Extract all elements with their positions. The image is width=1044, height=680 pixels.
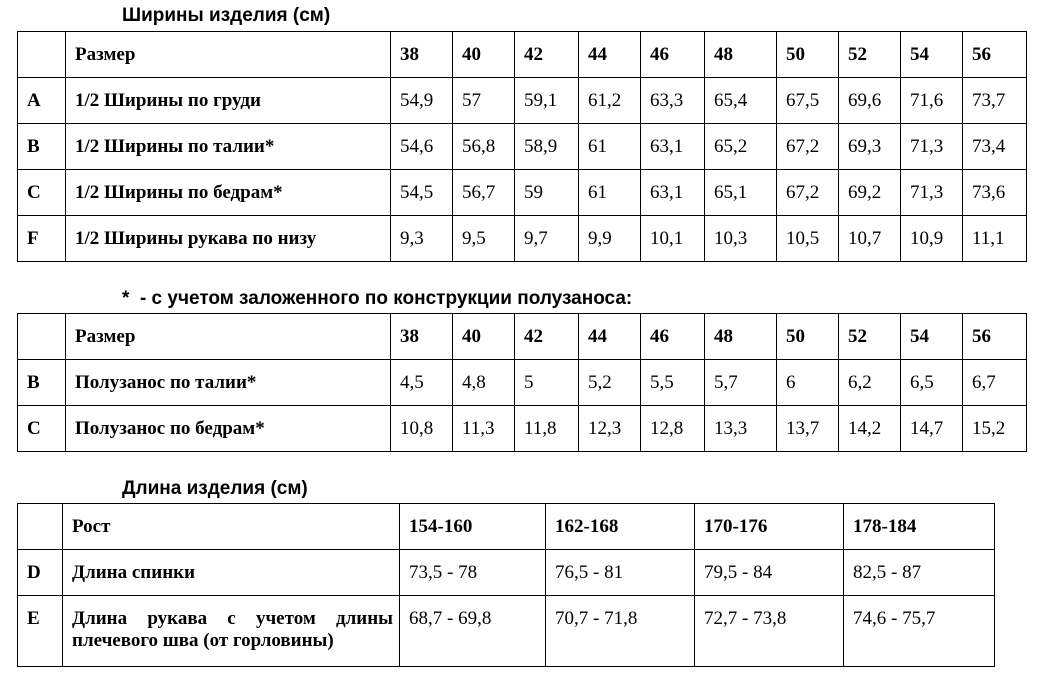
size-header: 44 bbox=[579, 314, 641, 360]
lengths-title: Длина изделия (см) bbox=[122, 478, 308, 499]
corner-cell bbox=[18, 314, 66, 360]
row-label: Полузанос по бедрам* bbox=[66, 406, 391, 452]
size-header: 50 bbox=[777, 314, 839, 360]
row-code: F bbox=[18, 216, 66, 262]
value-cell: 69,3 bbox=[839, 124, 901, 170]
value-cell: 73,4 bbox=[963, 124, 1027, 170]
value-cell: 12,3 bbox=[579, 406, 641, 452]
row-label: 1/2 Ширины по бедрам* bbox=[66, 170, 391, 216]
widths-title: Ширины изделия (см) bbox=[122, 5, 331, 26]
table-row bbox=[18, 360, 1027, 406]
value-cell: 63,3 bbox=[641, 78, 705, 124]
value-cell: 71,3 bbox=[901, 124, 963, 170]
value-cell: 10,9 bbox=[901, 216, 963, 262]
value-cell: 71,3 bbox=[901, 170, 963, 216]
value-cell: 6,7 bbox=[963, 360, 1027, 406]
lengths-header-row bbox=[18, 504, 995, 550]
row-code: D bbox=[18, 550, 63, 596]
value-cell: 11,3 bbox=[453, 406, 515, 452]
size-header: 42 bbox=[515, 32, 579, 78]
value-cell: 59,1 bbox=[515, 78, 579, 124]
table-row bbox=[18, 596, 995, 667]
size-header: 46 bbox=[641, 32, 705, 78]
value-cell: 68,7 - 69,8 bbox=[400, 596, 546, 667]
height-header: 170-176 bbox=[695, 504, 844, 550]
corner-cell bbox=[18, 32, 66, 78]
value-cell: 71,6 bbox=[901, 78, 963, 124]
size-header: 56 bbox=[963, 314, 1027, 360]
size-header: 50 bbox=[777, 32, 839, 78]
height-header-label: Рост bbox=[63, 504, 400, 550]
value-cell: 11,8 bbox=[515, 406, 579, 452]
value-cell: 67,2 bbox=[777, 124, 839, 170]
row-code: C bbox=[18, 170, 66, 216]
size-header-label: Размер bbox=[66, 32, 391, 78]
value-cell: 6 bbox=[777, 360, 839, 406]
row-code: C bbox=[18, 406, 66, 452]
size-header: 38 bbox=[391, 314, 453, 360]
value-cell: 14,7 bbox=[901, 406, 963, 452]
value-cell: 74,6 - 75,7 bbox=[844, 596, 995, 667]
value-cell: 5 bbox=[515, 360, 579, 406]
row-label: 1/2 Ширины рукава по низу bbox=[66, 216, 391, 262]
size-header-label: Размер bbox=[66, 314, 391, 360]
size-header: 52 bbox=[839, 314, 901, 360]
value-cell: 56,8 bbox=[453, 124, 515, 170]
value-cell: 4,5 bbox=[391, 360, 453, 406]
row-code: B bbox=[18, 124, 66, 170]
value-cell: 9,7 bbox=[515, 216, 579, 262]
height-header: 154-160 bbox=[400, 504, 546, 550]
value-cell: 13,3 bbox=[705, 406, 777, 452]
value-cell: 15,2 bbox=[963, 406, 1027, 452]
value-cell: 10,5 bbox=[777, 216, 839, 262]
value-cell: 61,2 bbox=[579, 78, 641, 124]
size-header: 48 bbox=[705, 32, 777, 78]
value-cell: 76,5 - 81 bbox=[546, 550, 695, 596]
size-header: 42 bbox=[515, 314, 579, 360]
value-cell: 57 bbox=[453, 78, 515, 124]
size-header: 46 bbox=[641, 314, 705, 360]
widths-header-row bbox=[18, 32, 1027, 78]
value-cell: 65,4 bbox=[705, 78, 777, 124]
value-cell: 67,5 bbox=[777, 78, 839, 124]
value-cell: 6,2 bbox=[839, 360, 901, 406]
size-header: 44 bbox=[579, 32, 641, 78]
table-row bbox=[18, 550, 995, 596]
value-cell: 63,1 bbox=[641, 124, 705, 170]
table-row bbox=[18, 170, 1027, 216]
value-cell: 10,7 bbox=[839, 216, 901, 262]
row-code: A bbox=[18, 78, 66, 124]
value-cell: 14,2 bbox=[839, 406, 901, 452]
value-cell: 79,5 - 84 bbox=[695, 550, 844, 596]
row-label: Полузанос по талии* bbox=[66, 360, 391, 406]
value-cell: 65,1 bbox=[705, 170, 777, 216]
value-cell: 67,2 bbox=[777, 170, 839, 216]
value-cell: 61 bbox=[579, 124, 641, 170]
value-cell: 73,5 - 78 bbox=[400, 550, 546, 596]
value-cell: 61 bbox=[579, 170, 641, 216]
lengths-table bbox=[17, 503, 995, 667]
value-cell: 72,7 - 73,8 bbox=[695, 596, 844, 667]
value-cell: 58,9 bbox=[515, 124, 579, 170]
row-label: Длина спинки bbox=[63, 550, 400, 596]
value-cell: 10,3 bbox=[705, 216, 777, 262]
size-header: 52 bbox=[839, 32, 901, 78]
value-cell: 5,5 bbox=[641, 360, 705, 406]
value-cell: 6,5 bbox=[901, 360, 963, 406]
overlap-note: * - с учетом заложенного по конструкции полузаноса: bbox=[122, 288, 633, 309]
value-cell: 59 bbox=[515, 170, 579, 216]
height-header: 178-184 bbox=[844, 504, 995, 550]
size-header: 54 bbox=[901, 314, 963, 360]
value-cell: 65,2 bbox=[705, 124, 777, 170]
value-cell: 56,7 bbox=[453, 170, 515, 216]
value-cell: 9,5 bbox=[453, 216, 515, 262]
value-cell: 73,7 bbox=[963, 78, 1027, 124]
value-cell: 69,6 bbox=[839, 78, 901, 124]
overlap-table bbox=[17, 313, 1027, 452]
value-cell: 13,7 bbox=[777, 406, 839, 452]
row-label: Длина рукава с учетом длины плечевого шва (от горловины) bbox=[63, 596, 400, 667]
table-row bbox=[18, 124, 1027, 170]
value-cell: 73,6 bbox=[963, 170, 1027, 216]
row-label: 1/2 Ширины по талии* bbox=[66, 124, 391, 170]
value-cell: 5,2 bbox=[579, 360, 641, 406]
row-label: 1/2 Ширины по груди bbox=[66, 78, 391, 124]
widths-table bbox=[17, 31, 1027, 262]
size-header: 40 bbox=[453, 32, 515, 78]
table-row bbox=[18, 406, 1027, 452]
value-cell: 9,9 bbox=[579, 216, 641, 262]
size-header: 54 bbox=[901, 32, 963, 78]
row-code: E bbox=[18, 596, 63, 667]
value-cell: 10,1 bbox=[641, 216, 705, 262]
overlap-header-row bbox=[18, 314, 1027, 360]
row-code: B bbox=[18, 360, 66, 406]
size-header: 48 bbox=[705, 314, 777, 360]
value-cell: 9,3 bbox=[391, 216, 453, 262]
value-cell: 54,6 bbox=[391, 124, 453, 170]
value-cell: 54,5 bbox=[391, 170, 453, 216]
value-cell: 4,8 bbox=[453, 360, 515, 406]
value-cell: 54,9 bbox=[391, 78, 453, 124]
value-cell: 12,8 bbox=[641, 406, 705, 452]
value-cell: 70,7 - 71,8 bbox=[546, 596, 695, 667]
value-cell: 69,2 bbox=[839, 170, 901, 216]
table-row bbox=[18, 78, 1027, 124]
value-cell: 82,5 - 87 bbox=[844, 550, 995, 596]
size-header: 38 bbox=[391, 32, 453, 78]
value-cell: 63,1 bbox=[641, 170, 705, 216]
value-cell: 5,7 bbox=[705, 360, 777, 406]
corner-cell bbox=[18, 504, 63, 550]
size-header: 40 bbox=[453, 314, 515, 360]
value-cell: 11,1 bbox=[963, 216, 1027, 262]
value-cell: 10,8 bbox=[391, 406, 453, 452]
table-row bbox=[18, 216, 1027, 262]
height-header: 162-168 bbox=[546, 504, 695, 550]
size-header: 56 bbox=[963, 32, 1027, 78]
